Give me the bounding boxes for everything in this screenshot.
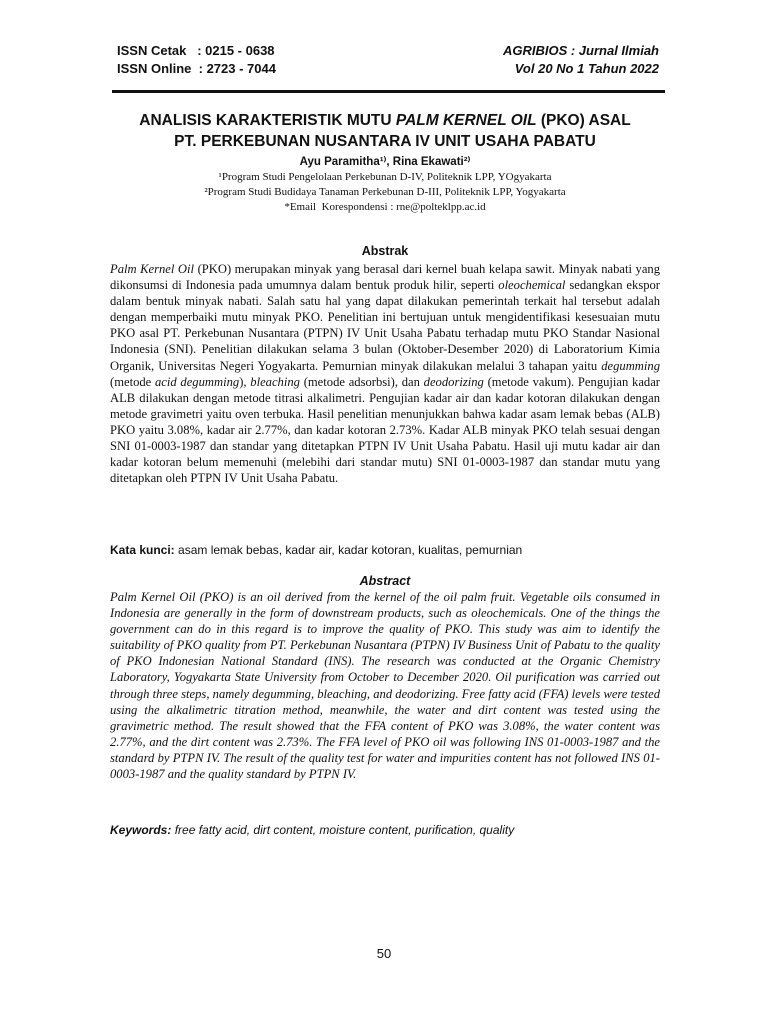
title-line2: PT. PERKEBUNAN NUSANTARA IV UNIT USAHA PABATU [174,133,596,150]
abstrak-s12: (metode vakum). Pengujian kadar ALB dilakukan dengan metode titrasi alkalimetri. Pengujian kadar air dan kadar kotoran dilakukan dengan metode gravimetri yaitu oven terbuka. Hasil penelitian menunjukkan bahwa kadar asam lemak bebas (ALB) PKO yaitu 3.08%, kadar air 2.77%, dan kadar kotoran 2.73%. Kadar ALB minyak PKO telah sesuai dengan SNI 01-0003-1987 dan standar yang ditetapkan PTPN IV Unit Usaha Pabatu. Hasil uji mutu kadar air dan kadar kotoran belum memenuhi (melebihi dari standar mutu) SNI 01-0003-1987 dan standar mutu yang ditetapkan oleh PTPN IV Unit Usaha Pabatu. [110,374,661,486]
abstrak-s2: (PKO) merupakan minyak yang berasal dari kernel buah kelapa sawit. Minyak nabati yang dikonsumsi di Indonesia pada umumnya dalam bentuk produk hilir, seperti [110,262,661,293]
abstrak-s5: degumming [601,358,660,373]
journal-block [503,42,659,78]
abstrak-s11: deodorizing [423,374,484,389]
abstrak-s9: bleaching [250,374,300,389]
header-rule [112,90,665,93]
kata-kunci-label: Kata kunci: [110,543,175,557]
keywords [110,823,660,837]
abstrak-s1: Palm Kernel Oil [110,262,195,276]
corresponding-email: *Email Korespondensi : rne@polteklpp.ac.id [284,201,486,213]
abstract-paragraph: Palm Kernel Oil (PKO) is an oil derived from the kernel of the oil palm fruit. Vegetable oils consumed in Indonesia are generally in the form of downstream products, such as oleochemicals. One of the things the government can do in this regard is to improve the quality of PKO. This study was aim to identify the suitability of PKO quality from PT. Perkebunan Nusantara (PTPN) IV Business Unit of Pabatu to the quality of PKO Indonesian National Standard (INS). The research was conducted at the Organic Chemistry Laboratory, Yogyakarta State University from October to December 2020. Oil purification was carried out through three steps, namely degumming, bleaching, and deodorizing. Free fatty acid (FFA) levels were tested using the alkalimetric titration method, meanwhile, the water and dirt content was tested using the gravimetric method. The result showed that the FFA content of PKO was 3.08%, the water content was 2.77%, and the dirt content was 2.73%. The FFA level of PKO oil was following INS 01-0003-1987 and the standard by PTPN IV. The result of the quality test for water and impurities content has not followed INS 01-0003-1987 and the quality standard by PTPN IV. [110,590,660,782]
keywords-text: free fatty acid, dirt content, moisture content, purification, quality [171,823,515,837]
journal-volume: Vol 20 No 1 Tahun 2022 [514,61,659,76]
abstrak-paragraph [110,261,660,486]
keywords-label: Keywords: [110,823,172,837]
affiliation-2: ²Program Studi Budidaya Tanaman Perkebunan D-III, Politeknik LPP, Yogyakarta [204,186,566,198]
issn-print: ISSN Cetak : 0215 - 0638 [117,43,275,58]
abstrak-s7: acid degumming [155,374,240,389]
abstrak-heading: Abstrak [361,244,409,258]
issn-online: ISSN Online : 2723 - 7044 [117,61,276,76]
kata-kunci [110,543,660,557]
abstrak-s3: oleochemical [498,278,566,293]
abstrak-s6: (metode [110,374,155,389]
issn-block [117,42,276,78]
author-names: Ayu Paramitha¹⁾, Rina Ekawati²⁾ [299,156,471,168]
page-number: 50 [376,946,392,961]
paper-title [100,110,670,152]
abstrak-s4: sedangkan ekspor dalam bentuk minyak nabati. Salah satu hal yang dapat dilakukan pemerintah terkait hal tersebut adalah dengan memperbaiki mutu minyak PKO. Penelitian ini bertujuan untuk mengidentifikasi kesesuaian mutu PKO asal PT. Perkebunan Nusantara (PTPN) IV Unit Usaha Pabatu terhadap mutu PKO Standar Nasional Indonesia (SNI). Penelitian dilakukan selama 3 bulan (Oktober-Desember 2020) di Laboratorium Kimia Organik, Universitas Negeri Yogyakarta. Pemurnian minyak dilakukan melalui 3 tahapan yaitu [110,278,661,373]
title-line1-pre: ANALISIS KARAKTERISTIK MUTU [139,112,396,129]
kata-kunci-text: asam lemak bebas, kadar air, kadar kotoran, kualitas, pemurnian [174,543,523,557]
journal-name: AGRIBIOS : Jurnal Ilmiah [502,43,659,58]
title-line1-italic: PALM KERNEL OIL [395,112,537,129]
abstract-heading: Abstract [359,574,411,588]
abstrak-s8: ), [239,374,251,389]
title-line1-post: (PKO) ASAL [536,112,631,129]
affiliation-1: ¹Program Studi Pengelolaan Perkebunan D-IV, Politeknik LPP, YOgyakarta [218,171,552,183]
abstrak-s10: (metode adsorbsi), dan [299,374,424,389]
author-block [100,155,670,215]
